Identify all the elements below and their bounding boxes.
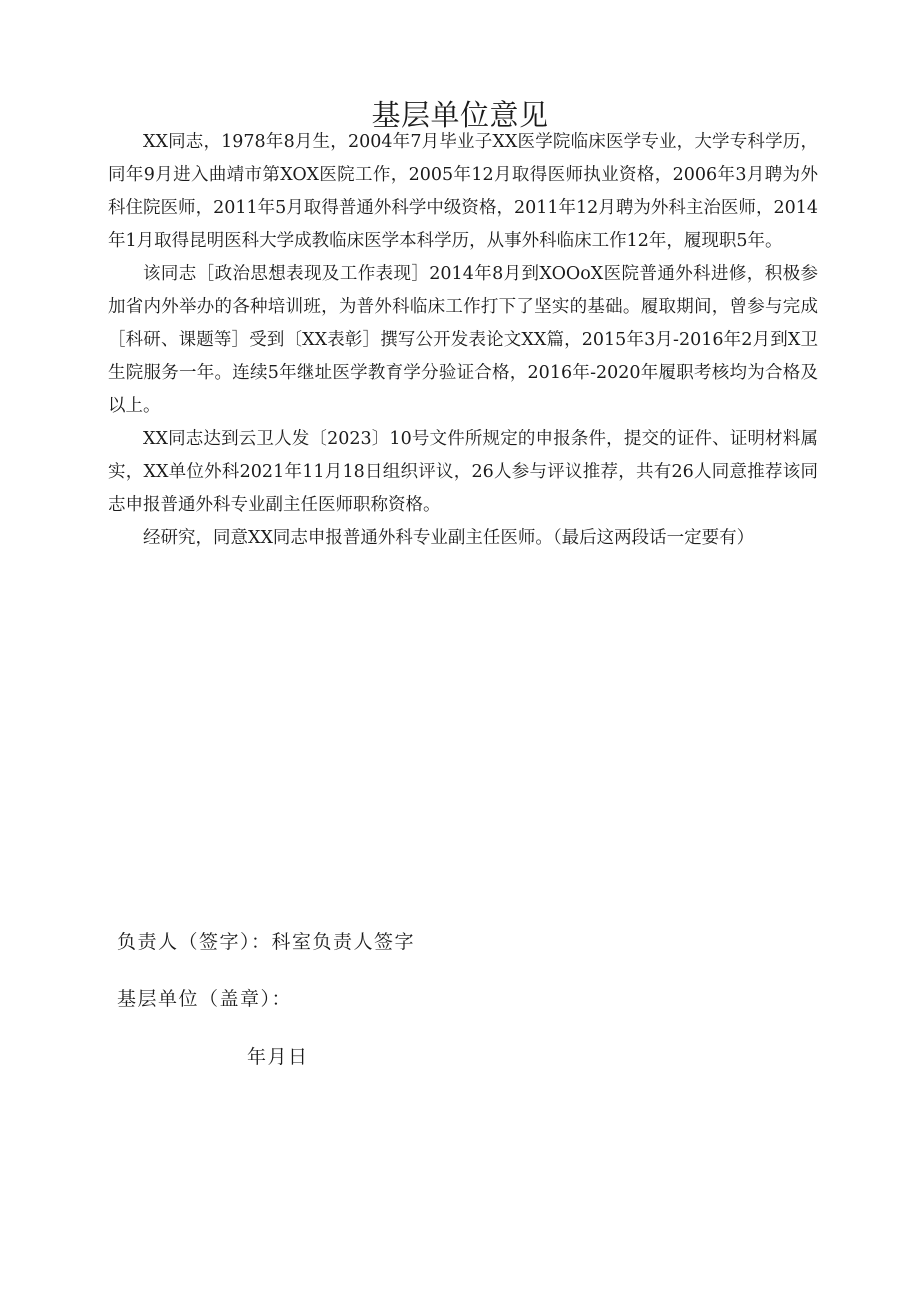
document-body (108, 126, 818, 555)
paragraph-background: XX同志，1978年8月生，2004年7月毕业子XX医学院临床医学专业，大学专科学历，同年9月进入曲靖市第XOX医院工作，2005年12月取得医师执业资格，2006年3月聘为外科住院医师，2011年5月取得普通外科学中级资格，2011年12月聘为外科主治医师，2014年1月取得昆明医科大学成教临床医学本科学历，从事外科临床工作12年，履现职5年。 (108, 132, 818, 251)
date-line: 年月日 (247, 1046, 309, 1068)
document-title: 基层单位意见 (371, 98, 549, 133)
paragraph-performance: 该同志［政治思想表现及工作表现］2014年8月到XOOoX医院普通外科进修，积极参加省内外举办的各种培训班，为普外科临床工作打下了坚实的基础。履取期间，曾参与完成［科研、课题等］受到〔XX表彰］撰写公开发表论文XX篇，2015年3月-2016年2月到X卫生院服务一年。连续5年继址医学教育学分验证合格，2016年-2020年履职考核均为合格及以上。 (108, 264, 818, 416)
responsible-person-signature: 负责人（签字）：科室负责人签字 (117, 931, 416, 953)
unit-seal-line: 基层单位（盖章）： (117, 988, 293, 1010)
paragraph-conclusion: 经研究，同意XX同志申报普通外科专业副主任医师。（最后这两段话一定要有） (143, 528, 755, 548)
paragraph-eligibility: XX同志达到云卫人发〔2023〕10号文件所规定的申报条件，提交的证件、证明材料属实，XX单位外科2021年11月18日组织评议，26人参与评议推荐，共有26人同意推荐该同志申报普通外科专业副主任医师职称资格。 (108, 429, 818, 515)
